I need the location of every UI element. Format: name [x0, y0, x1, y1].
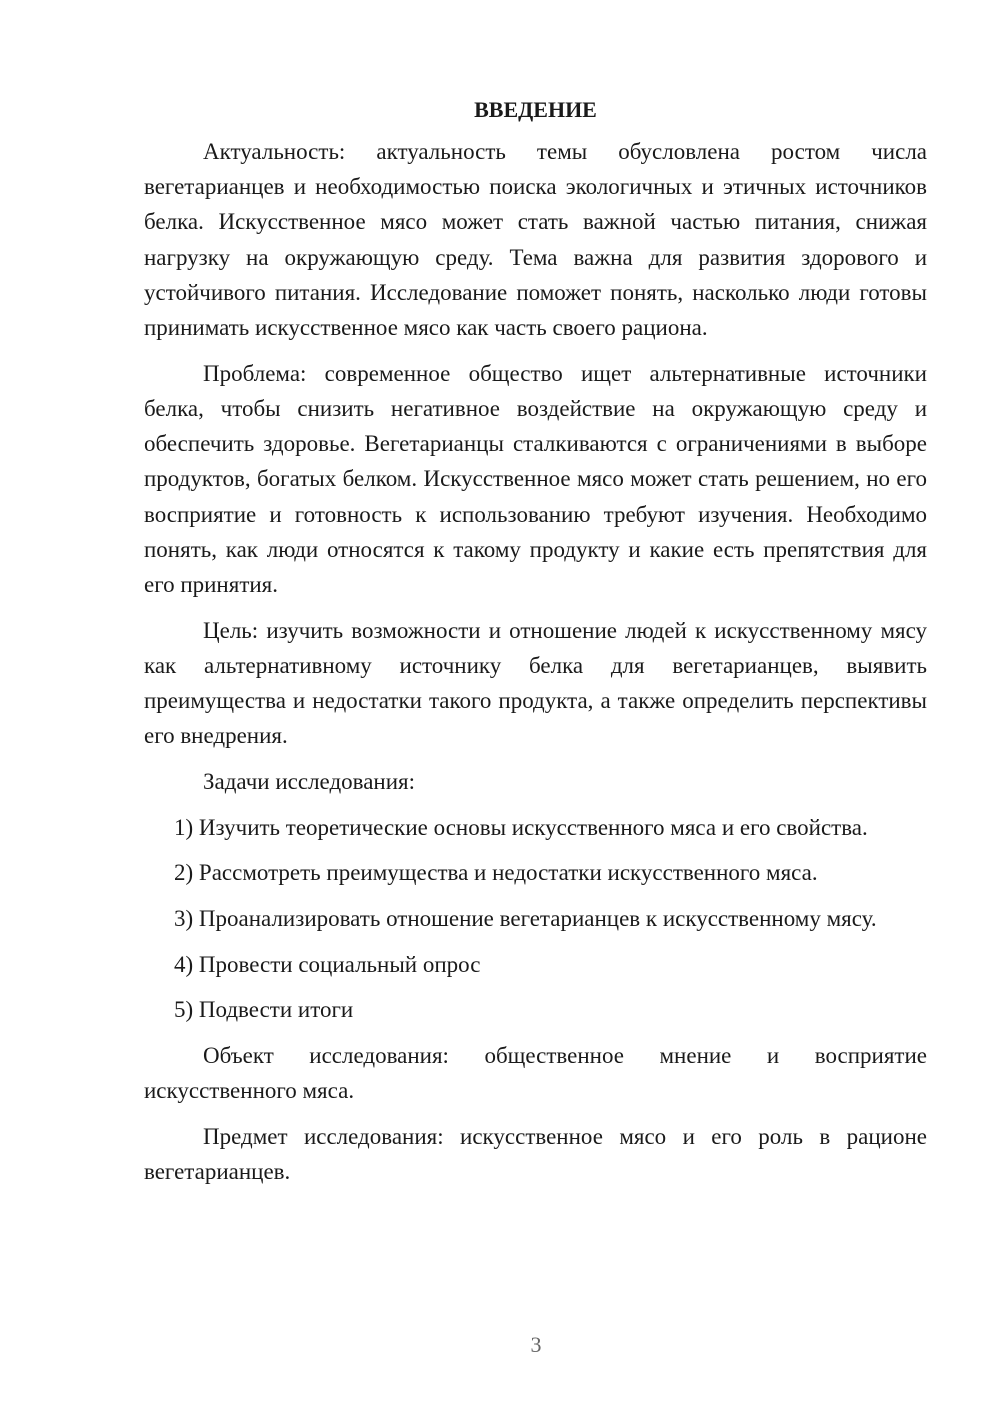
task-item-4: 4) Провести социальный опрос [174, 951, 481, 977]
relevance-paragraph: Актуальность: актуальность темы обусловлена ростом числа вегетарианцев и необходимостью поиска экологичных и этичных источников белка. Искусственное мясо может стать важной частью питания, снижая нагрузку на окружающую среду. Тема важна для развития здорового и устойчивого питания. Исследование поможет понять, насколько люди готовы принимать искусственное мясо как часть своего рациона. [144, 139, 927, 341]
subject-paragraph: Предмет исследования: искусственное мясо и его роль в рационе вегетарианцев. [144, 1124, 927, 1185]
page-number: 3 [530, 1332, 542, 1357]
tasks-heading: Задачи исследования: [203, 768, 416, 794]
task-item-1: 1) Изучить теоретические основы искусственного мяса и его свойства. [174, 814, 868, 840]
problem-paragraph: Проблема: современное общество ищет альтернативные источники белка, чтобы снизить негативное воздействие на окружающую среду и обеспечить здоровье. Вегетарианцы сталкиваются с ограничениями в выборе продуктов, богатых белком. Искусственное мясо может стать решением, но его восприятие и готовность к использованию требуют изучения. Необходимо понять, как люди относятся к такому продукту и какие есть препятствия для его принятия. [144, 360, 927, 597]
task-item-2: 2) Рассмотреть преимущества и недостатки искусственного мяса. [174, 860, 818, 886]
page-content [144, 92, 927, 1200]
task-item-5: 5) Подвести итоги [174, 997, 354, 1023]
task-item-3: 3) Проанализировать отношение вегетарианцев к искусственному мясу. [174, 906, 877, 932]
object-paragraph: Объект исследования: общественное мнение и восприятие искусственного мяса. [144, 1043, 927, 1104]
section-heading: ВВЕДЕНИЕ [474, 97, 597, 122]
goal-paragraph: Цель: изучить возможности и отношение людей к искусственному мясу как альтернативному источнику белка для вегетарианцев, выявить преимущества и недостатки такого продукта, а также определить перспективы его внедрения. [144, 617, 927, 749]
